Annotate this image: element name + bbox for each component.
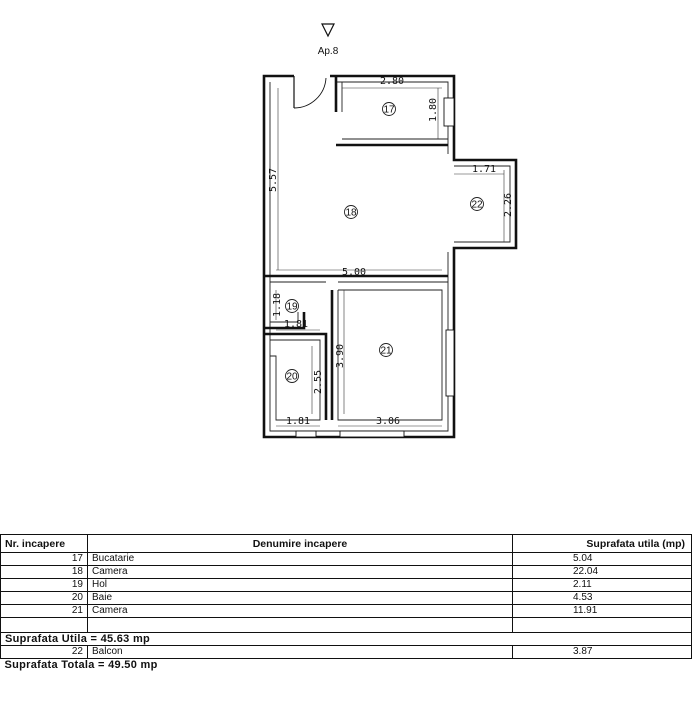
dim-bath-width: 1.81 [285, 416, 311, 427]
row-room-area: 5.04 [513, 553, 692, 566]
header-room-number: Nr. incapere [1, 535, 88, 553]
row-room-name: Hol [88, 579, 513, 592]
table-row [1, 566, 692, 579]
dim-room-18-height: 5.57 [268, 167, 279, 193]
svg-text:20: 20 [286, 371, 298, 383]
row-room-number: 17 [1, 553, 88, 566]
table-row [1, 579, 692, 592]
row-room-number: 19 [1, 579, 88, 592]
balcony-row [1, 646, 692, 659]
dim-hall-width: 1.81 [283, 319, 309, 330]
row-room-number: 18 [1, 566, 88, 579]
svg-text:18: 18 [345, 207, 357, 219]
svg-text:22: 22 [471, 199, 483, 211]
room-marker-18 [345, 206, 358, 219]
room-marker-17 [383, 103, 396, 116]
dim-kitchen-width: 2.80 [379, 76, 405, 87]
row-room-name: Camera [88, 566, 513, 579]
total-row [1, 659, 692, 672]
balcony-room-name: Balcon [88, 646, 513, 659]
dim-bath-height: 2.55 [313, 369, 324, 395]
entrance-arrow-icon [322, 24, 334, 36]
balcony-room-area: 3.87 [513, 646, 692, 659]
rooms-table [0, 534, 692, 671]
table-row [1, 592, 692, 605]
header-usable-area: Suprafata utila (mp) [513, 535, 692, 553]
row-room-area: 22.04 [513, 566, 692, 579]
row-room-area: 11.91 [513, 605, 692, 618]
dim-room-21-height: 3.90 [335, 343, 346, 369]
table-header-row [1, 535, 692, 553]
room-marker-21 [380, 344, 393, 357]
apartment-label: Ap.8 [317, 46, 339, 57]
room-marker-20 [286, 370, 299, 383]
svg-text:17: 17 [383, 104, 395, 116]
row-room-name: Baie [88, 592, 513, 605]
dim-room-21-width: 3.06 [375, 416, 401, 427]
rooms-table-section [0, 534, 692, 671]
table-row-empty [1, 618, 692, 633]
svg-text:19: 19 [286, 301, 298, 313]
dim-room-18-width: 5.00 [341, 267, 367, 278]
outer-walls [264, 76, 516, 437]
row-room-name: Camera [88, 605, 513, 618]
balcony-room-number: 22 [1, 646, 88, 659]
dim-kitchen-height: 1.80 [428, 97, 439, 123]
entrance-door [294, 76, 326, 108]
dim-hall-height: 1.18 [272, 292, 283, 318]
room-marker-19 [286, 300, 299, 313]
svg-text:21: 21 [380, 345, 392, 357]
usable-area-total: Suprafata Utila = 45.63 mp [1, 633, 692, 646]
row-room-area: 4.53 [513, 592, 692, 605]
row-room-area: 2.11 [513, 579, 692, 592]
row-room-number: 21 [1, 605, 88, 618]
row-room-name: Bucatarie [88, 553, 513, 566]
table-row [1, 553, 692, 566]
dim-balcony-width: 1.71 [471, 164, 497, 175]
table-row [1, 605, 692, 618]
row-room-number: 20 [1, 592, 88, 605]
total-area: Suprafata Totala = 49.50 mp [4, 659, 158, 671]
header-room-name: Denumire incapere [88, 535, 513, 553]
dim-balcony-height: 2.26 [503, 192, 514, 218]
room-21-walls [332, 290, 454, 437]
subtotal-row [1, 633, 692, 646]
room-marker-22 [471, 198, 484, 211]
